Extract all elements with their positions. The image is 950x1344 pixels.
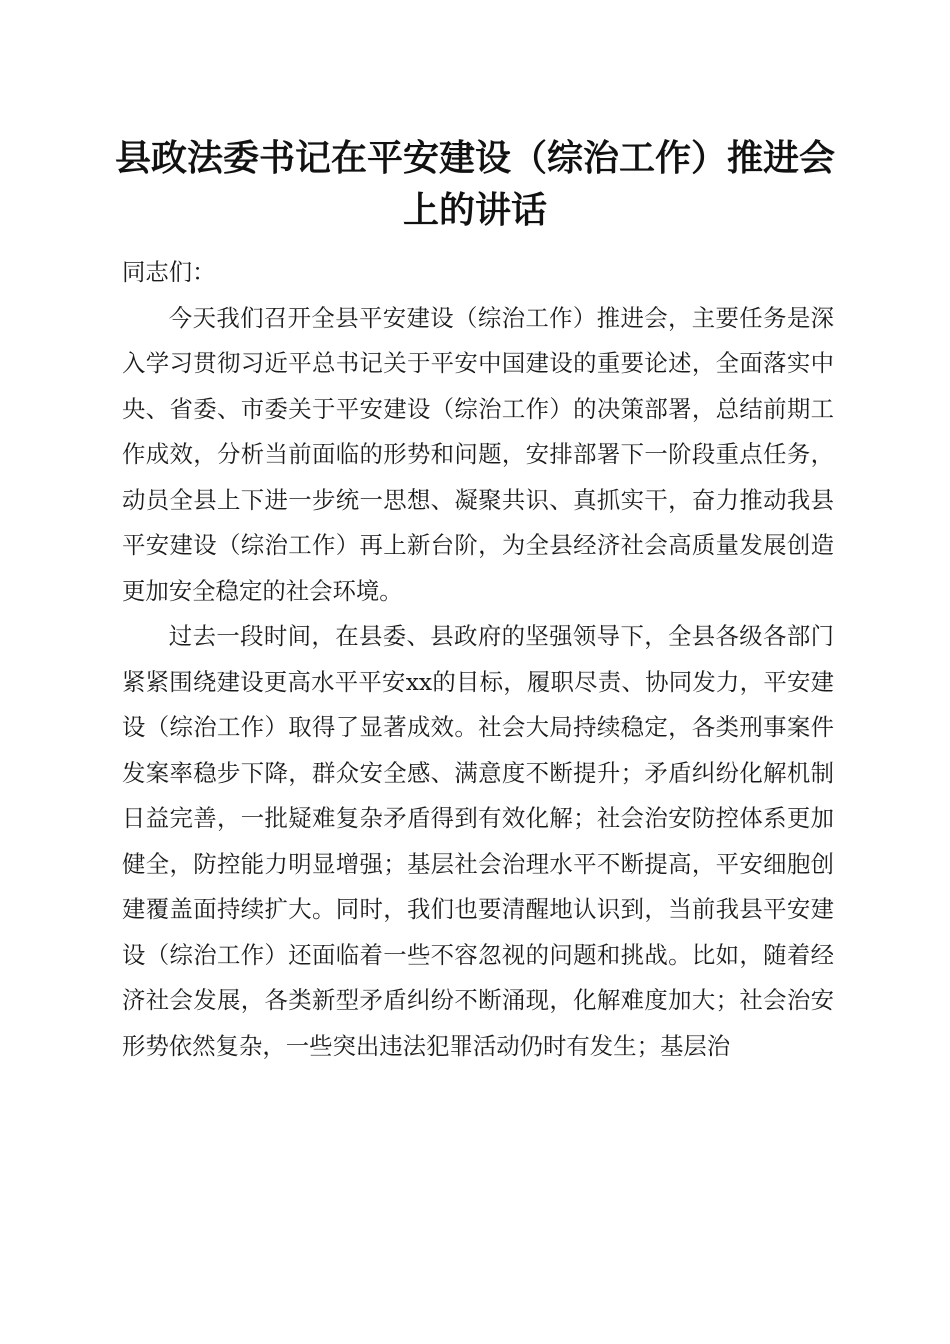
paragraph: 今天我们召开全县平安建设（综治工作）推进会，主要任务是深入学习贯彻习近平总书记关于平安中国建设的重要论述，全面落实中央、省委、市委关于平安建设（综治工作）的决策部署，总结前期工作成效，分析当前面临的形势和问题，安排部署下一阶段重点任务，动员全县上下进一步统一思想、凝聚共识、真抓实干，奋力推动我县平安建设（综治工作）再上新台阶，为全县经济社会高质量发展创造更加安全稳定的社会环境。: [122, 303, 834, 605]
salutation: 同志们：: [122, 258, 216, 286]
document-body: [122, 250, 834, 1069]
paragraph: 过去一段时间，在县委、县政府的坚强领导下，全县各级各部门紧紧围绕建设更高水平平安xx的目标，履职尽责、协同发力，平安建设（综治工作）取得了显著成效。社会大局持续稳定，各类刑事案件发案率稳步下降，群众安全感、满意度不断提升；矛盾纠纷化解机制日益完善，一批疑难复杂矛盾得到有效化解；社会治安防控体系更加健全，防控能力明显增强；基层社会治理水平不断提高，平安细胞创建覆盖面持续扩大。同时，我们也要清醒地认识到，当前我县平安建设（综治工作）还面临着一些不容忽视的问题和挑战。比如，随着经济社会发展，各类新型矛盾纠纷不断涌现，化解难度加大；社会治安形势依然复杂，一些突出违法犯罪活动仍时有发生；基层治: [122, 622, 834, 1060]
document-title: 县政法委书记在平安建设（综治工作）推进会上的讲话: [114, 137, 835, 231]
